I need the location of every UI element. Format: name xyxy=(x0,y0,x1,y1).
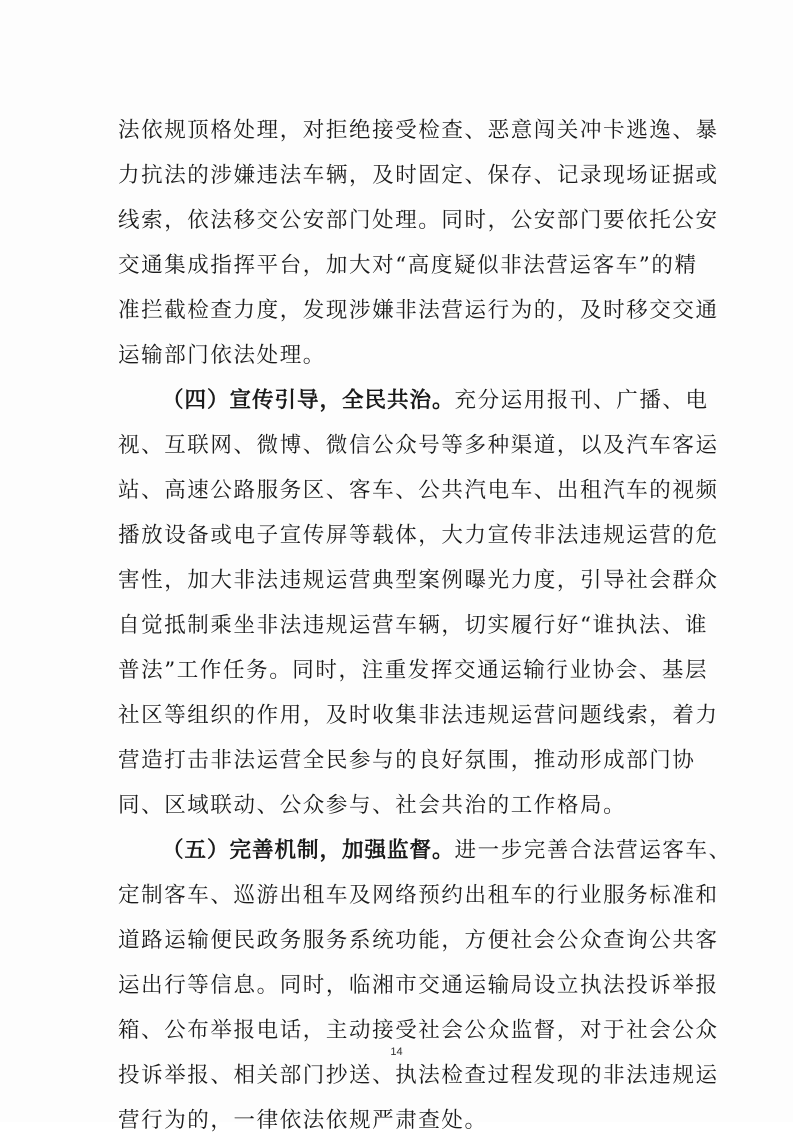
section-5-heading: （五）完善机制，加强监督。 xyxy=(162,838,455,863)
body-text xyxy=(118,108,732,1143)
paragraph-line: 播放设备或电子宣传屏等载体，大力宣传非法违规运营的危 xyxy=(118,523,719,548)
paragraph-line: 道路运输便民政务服务系统功能，方便社会公众查询公共客 xyxy=(118,928,719,953)
paragraph-line: 法依规顶格处理，对拒绝接受检查、恶意闯关冲卡逃逸、暴 xyxy=(118,118,719,143)
paragraph-line: 同、区域联动、公众参与、社会共治的工作格局。 xyxy=(118,793,627,818)
paragraph-line: 运输部门依法处理。 xyxy=(118,343,326,368)
section-5-first-line xyxy=(118,828,732,873)
paragraph-line: 站、高速公路服务区、客车、公共汽电车、出租汽车的视频 xyxy=(118,478,719,503)
paragraph-line: 交通集成指挥平台，加大对“高度疑似非法营运客车”的精 xyxy=(118,253,698,278)
paragraph-line: 营行为的，一律依法依规严肃查处。 xyxy=(118,1108,488,1133)
page-number: 14 xyxy=(390,1046,403,1058)
paragraph-line: 准拦截检查力度，发现涉嫌非法营运行为的，及时移交交通 xyxy=(118,298,719,323)
paragraph-line: 线索，依法移交公安部门处理。同时，公安部门要依托公安 xyxy=(118,208,719,233)
paragraph-line: 视、互联网、微博、微信公众号等多种渠道，以及汽车客运 xyxy=(118,433,719,458)
paragraph-line: 普法”工作任务。同时，注重发挥交通运输行业协会、基层 xyxy=(118,658,709,683)
section-4-heading: （四）宣传引导，全民共治。 xyxy=(162,388,455,413)
paragraph-line: 害性，加大非法违规运营典型案例曝光力度，引导社会群众 xyxy=(118,568,719,593)
paragraph-line: 营造打击非法运营全民参与的良好氛围，推动形成部门协 xyxy=(118,748,696,773)
paragraph-line: 定制客车、巡游出租车及网络预约出租车的行业服务标准和 xyxy=(118,883,719,908)
section-5-first-line-text: 进一步完善合法营运客车、 xyxy=(454,838,732,863)
paragraph-line: 社区等组织的作用，及时收集非法违规运营问题线索，着力 xyxy=(118,703,719,728)
section-4-first-line-text: 充分运用报刊、广播、电 xyxy=(454,388,709,413)
paragraph-line: 运出行等信息。同时，临湘市交通运输局设立执法投诉举报 xyxy=(118,973,719,998)
paragraph-line: 投诉举报、相关部门抄送、执法检查过程发现的非法违规运 xyxy=(118,1063,719,1088)
section-4-first-line xyxy=(118,378,709,423)
paragraph-line: 箱、公布举报电话，主动接受社会公众监督，对于社会公众 xyxy=(118,1018,719,1043)
paragraph-line: 力抗法的涉嫌违法车辆，及时固定、保存、记录现场证据或 xyxy=(118,163,719,188)
paragraph-line: 自觉抵制乘坐非法违规运营车辆，切实履行好“谁执法、谁 xyxy=(118,613,709,638)
